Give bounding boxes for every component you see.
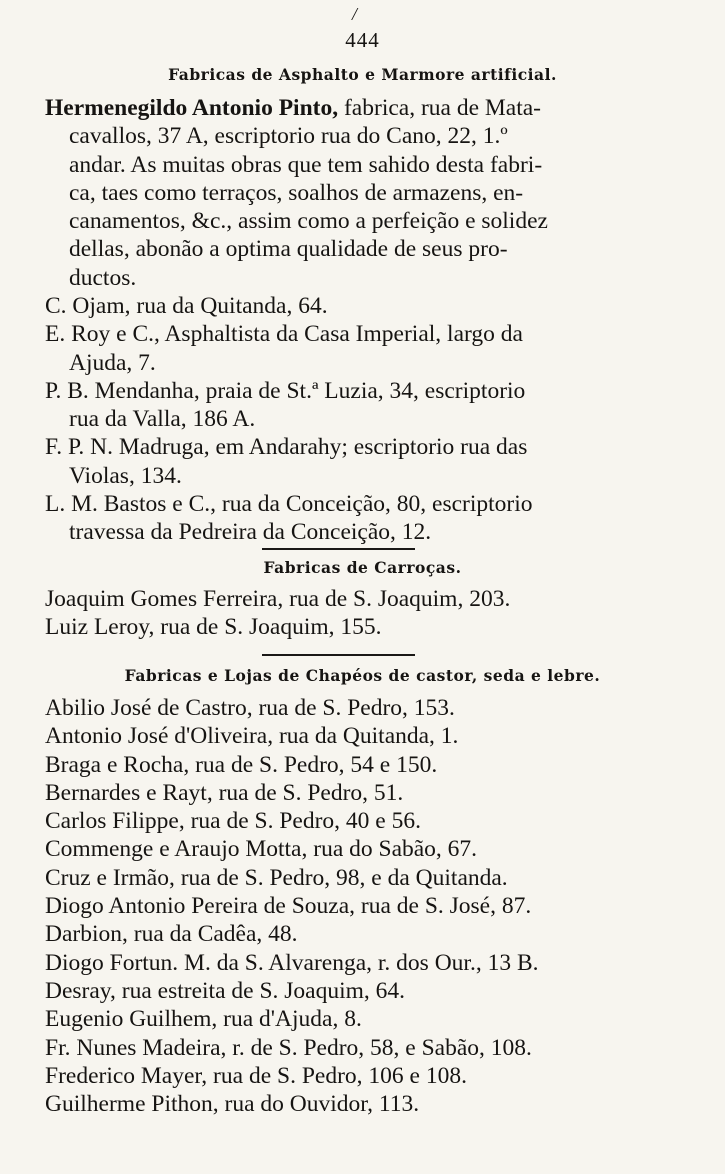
list-item: Commenge e Araujo Motta, rua do Sabão, 67. xyxy=(45,836,478,863)
lead-entry-hermenegildo xyxy=(45,94,645,292)
list-item: Carlos Filippe, rua de S. Pedro, 40 e 56. xyxy=(45,808,421,835)
lead-entry-line-5: canamentos, &c., assim como a perfeição e solidez xyxy=(69,208,548,235)
lead-entry-line-1 xyxy=(45,94,645,122)
lead-entry-line-1-text: fabrica, rua de Mata- xyxy=(338,95,542,121)
section-divider xyxy=(262,654,415,656)
list-item: Eugenio Guilhem, rua d'Ajuda, 8. xyxy=(45,1006,362,1033)
list-item: Fr. Nunes Madeira, r. de S. Pedro, 58, e Sabão, 108. xyxy=(45,1034,532,1061)
list-item: Braga e Rocha, rua de S. Pedro, 54 e 150. xyxy=(45,751,438,778)
list-item: Antonio José d'Oliveira, rua da Quitanda, 1. xyxy=(45,723,459,750)
lead-entry-name: Hermenegildo Antonio Pinto, xyxy=(45,95,339,121)
list-item: Guilherme Pithon, rua do Ouvidor, 113. xyxy=(45,1091,420,1118)
page-mark: / xyxy=(352,4,358,24)
list-item: Luiz Leroy, rua de S. Joaquim, 155. xyxy=(45,614,382,641)
list-item-continuation: Ajuda, 7. xyxy=(69,349,156,376)
list-item: L. M. Bastos e C., rua da Conceição, 80, escriptorio xyxy=(45,491,533,518)
list-item: Diogo Antonio Pereira de Souza, rua de S. José, 87. xyxy=(45,893,532,920)
list-item: Cruz e Irmão, rua de S. Pedro, 98, e da Quitanda. xyxy=(45,864,508,891)
lead-entry-line-3: andar. As muitas obras que tem sahido desta fabri- xyxy=(69,151,543,178)
carrocas-entries xyxy=(45,585,645,642)
list-item: C. Ojam, rua da Quitanda, 64. xyxy=(45,293,328,319)
lead-entry-line-4: ca, taes como terraços, soalhos de armazens, en- xyxy=(69,179,524,206)
lead-entry-line-2: cavallos, 37 A, escriptorio rua do Cano, 22, 1.º xyxy=(69,123,508,150)
section-heading-carrocas: Fabricas de Carroças. xyxy=(263,558,462,577)
list-item: Diogo Fortun. M. da S. Alvarenga, r. dos Our., 13 B. xyxy=(45,949,539,976)
section-heading-chapeos: Fabricas e Lojas de Chapéos de castor, seda e lebre. xyxy=(124,666,601,685)
lead-entry-line-7: ductos. xyxy=(69,264,137,291)
list-item: Desray, rua estreita de S. Joaquim, 64. xyxy=(45,977,406,1004)
list-item: Joaquim Gomes Ferreira, rua de S. Joaquim, 203. xyxy=(45,586,511,612)
list-item: P. B. Mendanha, praia de St.ª Luzia, 34, escriptorio xyxy=(45,377,526,404)
section-heading-asphalt: Fabricas de Asphalto e Marmore artificial. xyxy=(168,65,557,84)
list-item: F. P. N. Madruga, em Andarahy; escriptorio rua das xyxy=(45,434,528,461)
list-item: Abilio José de Castro, rua de S. Pedro, 153. xyxy=(45,695,455,721)
list-item: Darbion, rua da Cadêa, 48. xyxy=(45,921,298,948)
list-item-continuation: Violas, 134. xyxy=(69,462,182,489)
page-number: 444 xyxy=(345,28,380,52)
section-divider xyxy=(262,548,415,550)
lead-entry-line-6: dellas, abonão a optima qualidade de seus pro- xyxy=(69,236,508,263)
list-item: Bernardes e Rayt, rua de S. Pedro, 51. xyxy=(45,779,404,806)
list-item-continuation: travessa da Pedreira da Conceição, 12. xyxy=(69,519,432,546)
list-item: Frederico Mayer, rua de S. Pedro, 106 e 108. xyxy=(45,1062,467,1089)
asphalt-entries xyxy=(45,292,645,547)
list-item: E. Roy e C., Asphaltista da Casa Imperial, largo da xyxy=(45,321,523,348)
chapeos-entries xyxy=(45,694,645,1118)
list-item-continuation: rua da Valla, 186 A. xyxy=(69,406,256,433)
